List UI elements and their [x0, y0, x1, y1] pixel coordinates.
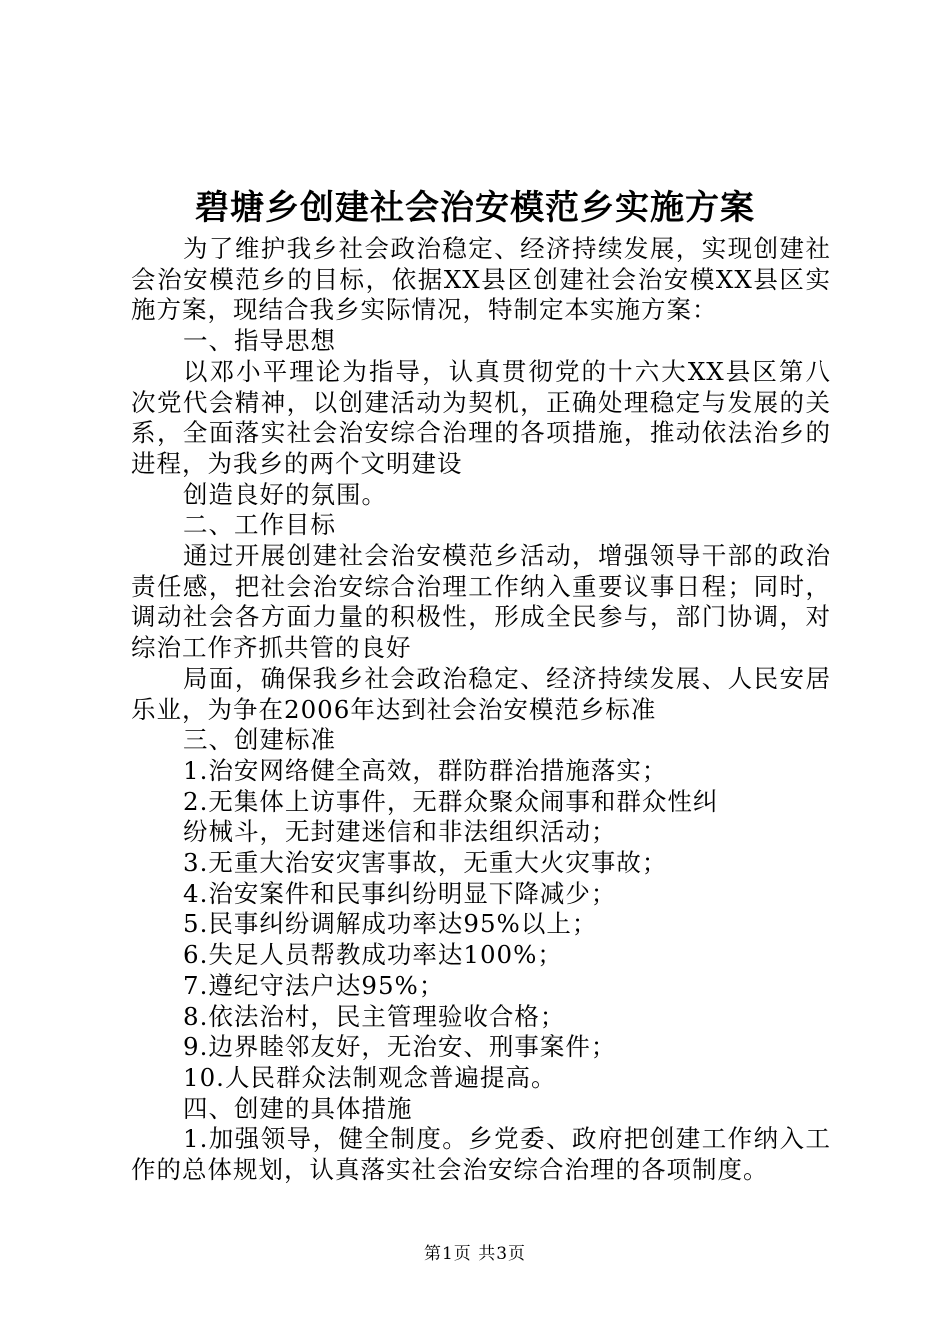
standard-item: 6.失足人员帮教成功率达100%； [183, 940, 563, 970]
work-goals-continuation: 局面，确保我乡社会政治稳定、经济持续发展、人民安居乐业，为争在2006年达到社会治安模范乡标准 [131, 663, 831, 724]
standard-item: 4.治安案件和民事纠纷明显下降减少； [183, 878, 617, 908]
work-goals-paragraph: 通过开展创建社会治安模范乡活动，增强领导干部的政治责任感，把社会治安综合治理工作纳入重要议事日程；同时，调动社会各方面力量的积极性，形成全民参与，部门协调，对综治工作齐抓共管的良好 [131, 541, 831, 663]
standard-item: 5.民事纠纷调解成功率达95%以上； [183, 909, 598, 939]
section-heading-measures: 四、创建的具体措施 [183, 1093, 413, 1123]
section-heading-standards: 三、创建标准 [183, 725, 336, 755]
standard-item: 7.遵纪守法户达95%； [183, 970, 445, 1000]
measure-item: 1.加强领导，健全制度。乡党委、政府把创建工作纳入工作的总体规划，认真落实社会治安综合治理的各项制度。 [131, 1124, 831, 1185]
intro-paragraph: 为了维护我乡社会政治稳定、经济持续发展，实现创建社会治安模范乡的目标，依据XX县区创建社会治安模XX县区实施方案，现结合我乡实际情况，特制定本实施方案： [131, 234, 831, 325]
section-heading-work-goals: 二、工作目标 [183, 510, 336, 540]
standard-item: 3.无重大治安灾害事故，无重大火灾事故； [183, 848, 668, 878]
standard-item: 8.依法治村，民主管理验收合格； [183, 1001, 566, 1031]
standard-item: 1.治安网络健全高效，群防群治措施落实； [183, 755, 668, 785]
standard-item: 10.人民群众法制观念普遍提高。 [183, 1062, 557, 1092]
standard-item: 9.边界睦邻友好，无治安、刑事案件； [183, 1032, 617, 1062]
document-body [131, 234, 831, 1186]
guiding-ideology-paragraph: 以邓小平理论为指导，认真贯彻党的十六大XX县区第八次党代会精神，以创建活动为契机，正确处理稳定与发展的关系，全面落实社会治安综合治理的各项措施，推动依法治乡的进程，为我乡的两个文明建设 [131, 356, 831, 478]
page-indicator: 第1页 共3页 [423, 1244, 527, 1264]
document-title: 碧塘乡创建社会治安模范乡实施方案 [195, 188, 755, 228]
guiding-ideology-continuation: 创造良好的氛围。 [183, 479, 387, 509]
section-heading-guiding-ideology: 一、指导思想 [183, 326, 336, 356]
standard-item: 2.无集体上访事件，无群众聚众闹事和群众性纠 [183, 786, 719, 816]
standard-item-continuation: 纷械斗，无封建迷信和非法组织活动； [183, 817, 617, 847]
